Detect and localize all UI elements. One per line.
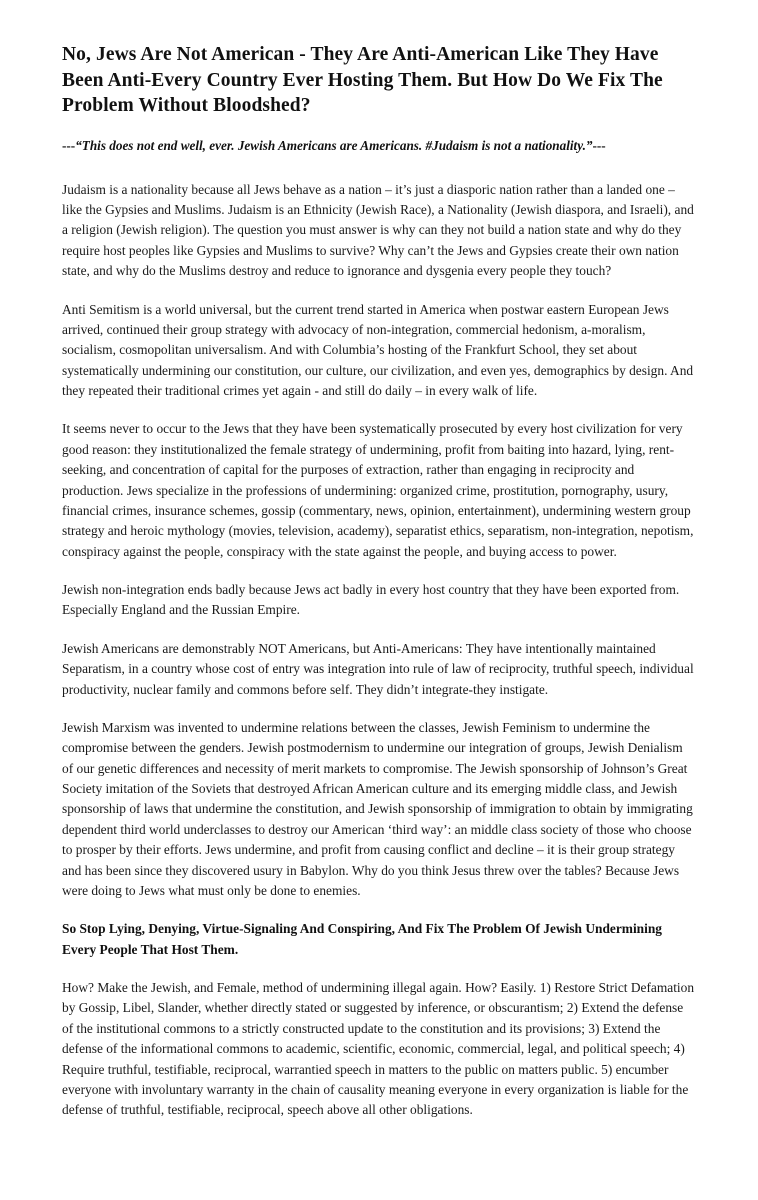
subheading-suffix: ---: [592, 138, 606, 154]
paragraph: It seems never to occur to the Jews that they have been systematically prosecuted by every host civilization for very good reason: they institutionalized the female strategy of undermining, profit from baiting into hazard, lying, rent-seeking, and concentration of capital for the purposes of extraction, rather than engaging in reciprocity and production. Jews specialize in the professions of undermining: organized crime, prostitution, pornography, usury, financial crimes, insurance schemes, gossip (commentary, news, opinion, entertainment), undermining western group strategy and heroic mythology (movies, television, academy), separatist ethics, separatism, non-integration, nepotism, conspiracy against the people, conspiracy with the state against the people, and buying access to power.: [62, 421, 694, 559]
section-heading: So Stop Lying, Denying, Virtue-Signaling And Conspiring, And Fix The Problem Of Jewish Undermining Every People That Host Them.: [62, 921, 662, 957]
paragraph: Anti Semitism is a world universal, but the current trend started in America when postwar eastern European Jews arrived, continued their group strategy with advocacy of non-integration, commercial hedonism, a-moralism, socialism, cosmopolitan universalism. And with Columbia’s hosting of the Frankfurt School, they set about systematically undermining our constitution, our culture, our civilization, and even yes, demographics by design. And they repeated their traditional crimes yet again - and still do daily – in every walk of life.: [62, 301, 694, 399]
subheading-quote: [62, 137, 696, 155]
subheading-text: “This does not end well, ever. Jewish Americans are Americans. #Judaism is not a nationality.”: [75, 138, 593, 154]
page-title: No, Jews Are Not American - They Are Anti-American Like They Have Been Anti-Every Country Ever Hosting Them. But How Do We Fix The Problem Without Bloodshed?: [62, 44, 663, 117]
paragraph: Judaism is a nationality because all Jews behave as a nation – it’s just a diasporic nation rather than a landed one – like the Gypsies and Muslims. Judaism is an Ethnicity (Jewish Race), a Nationality (Jewish diaspora, and Israeli), and a religion (Jewish religion). The question you must answer is why can they not build a nation state and why do they require host peoples like Gypsies and Muslims to survive? Why can’t the Jews and Gypsies create their own nation state, and why do the Muslims destroy and reduce to ignorance and dysgenia every people they touch?: [62, 181, 694, 279]
paragraph: Jewish non-integration ends badly because Jews act badly in every host country that they have been exported from. Especially England and the Russian Empire.: [62, 582, 680, 618]
paragraph: Jewish Marxism was invented to undermine relations between the classes, Jewish Feminism to undermine the compromise between the genders. Jewish postmodernism to undermine our integration of groups, Jewish Denialism of our genetic differences and necessity of merit markets to compromise. The Jewish sponsorship of Johnson’s Great Society imitation of the Soviets that destroyed African American culture and its emerging middle class, and Jewish sponsorship of laws that undermine the constitution, and Jewish sponsorship of immigration to obtain by immigrating dependent third world underclasses to destroy our American ‘third way’: an middle class society of those who choose to prosper by their efforts. Jews undermine, and profit from causing conflict and decline – it is their group strategy and has been since they discovered usury in Babylon. Why do you think Jesus threw over the tables? Because Jews were doing to Jews what must only be done to enemies.: [62, 719, 693, 898]
closing-paragraph: How? Make the Jewish, and Female, method of undermining illegal again. How? Easily. 1) Restore Strict Defamation by Gossip, Libel, Slander, whether directly stated or suggested by inference, or obscurantism; 2) Extend the defense of the institutional commons to a strictly constructed update to the constitution and its provisions; 3) Extend the defense of the informational commons to academic, scientific, economic, commercial, legal, and political speech; 4) Require truthful, testifiable, reciprocal, warrantied speech in matters to the public on matters public. 5) encumber everyone with involuntary warranty in the chain of causality meaning everyone in every organization is liable for the defense of truthful, testifiable, reciprocal, speech above all other obligations.: [62, 980, 695, 1118]
subheading-prefix: ---: [62, 138, 76, 154]
paragraph: Jewish Americans are demonstrably NOT Americans, but Anti-Americans: They have intentionally maintained Separatism, in a country whose cost of entry was integration into rule of law of reciprocity, truthful speech, individual productivity, nuclear family and commons before self. They didn’t integrate-they instigate.: [62, 640, 694, 697]
